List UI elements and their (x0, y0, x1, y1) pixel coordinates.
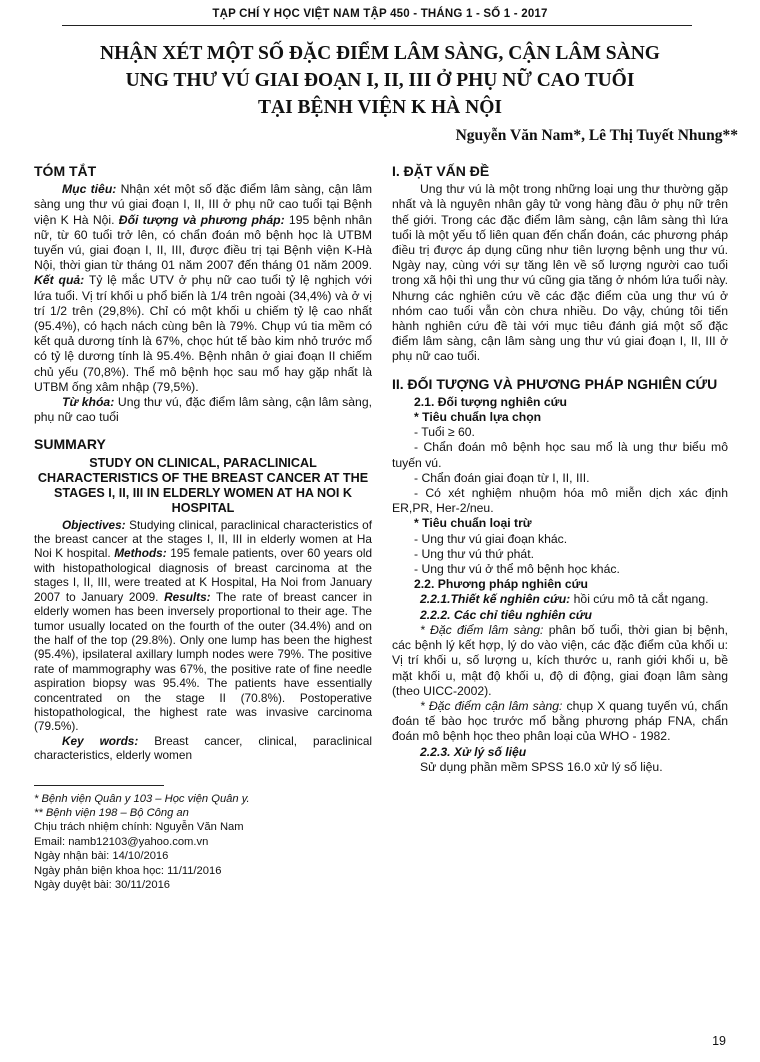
page-number: 19 (712, 1034, 726, 1048)
list-item: - Ung thư vú giai đoạn khác. (414, 531, 568, 546)
data-processing-label: 2.2.3. Xử lý số liệu (420, 744, 527, 759)
inclusion-heading: * Tiêu chuẩn lựa chọn (414, 410, 542, 425)
article-title (40, 40, 720, 121)
right-column (392, 164, 728, 775)
clinical-label: * Đặc điểm lâm sàng: (420, 622, 544, 637)
keywords-vi (34, 395, 372, 425)
date-received: Ngày nhận bài: 14/10/2016 (34, 850, 169, 863)
clinical-paragraph (392, 623, 728, 699)
list-item: - Có xét nghiệm nhuộm hóa mô miễn dịch xác định ER,PR, Her-2/neu. (392, 486, 728, 516)
responsible-author: Chịu trách nhiệm chính: Nguyễn Văn Nam (34, 821, 244, 834)
list-item: - Chẩn đoán giai đoạn từ I, II, III. (414, 470, 590, 485)
header-rule (62, 25, 692, 26)
email: Email: namb12103@yahoo.com.vn (34, 835, 209, 848)
title-line-3: TẠI BỆNH VIỆN K HÀ NỘI (258, 97, 502, 118)
objectives-label: Objectives: (62, 517, 126, 532)
list-item: - Chẩn đoán mô bệnh học sau mổ là ung thư biểu mô tuyến vú. (392, 440, 728, 470)
objective-label: Mục tiêu: (62, 182, 117, 197)
design-text: hồi cứu mô tả cắt ngang. (573, 592, 709, 607)
keywords-en-text: Breast cancer, clinical, paraclinical characteristics, elderly women (34, 733, 373, 763)
data-processing-text: Sử dụng phần mềm SPSS 16.0 xử lý số liệu. (420, 759, 663, 774)
indicators-label: 2.2.2. Các chỉ tiêu nghiên cứu (420, 607, 592, 622)
paraclinical-paragraph (392, 699, 728, 745)
date-approved: Ngày duyệt bài: 30/11/2016 (34, 879, 171, 891)
date-reviewed: Ngày phản biện khoa học: 11/11/2016 (34, 864, 222, 877)
keywords-vi-text: Ung thư vú, đặc điểm lâm sàng, cận lâm sàng, phụ nữ cao tuổi (34, 395, 372, 425)
list-item: - Ung thư vú ở thể mô bệnh học khác. (414, 562, 620, 577)
subsection-2-1: 2.1. Đối tượng nghiên cứu (414, 394, 567, 409)
affiliation-2: ** Bệnh viện 198 – Bộ Công an (34, 806, 189, 819)
methods-en-text: 195 female patients, over 60 years old with histopathological diagnosis of breast carcinoma at the stages I, II, III, were treated at K Hospital, Ha Noi from January 2007 to January 2009. (34, 546, 373, 604)
keywords-en-label: Key words: (62, 733, 139, 748)
methods-en-label: Methods: (114, 546, 167, 561)
paraclinical-text: chụp X quang tuyến vú, chẩn đoán tế bào học trước mổ bằng phương pháp FNA, chẩn đoán mô bệnh học theo phân loại của WHO - 1982. (392, 698, 728, 744)
exclusion-list (392, 532, 728, 578)
results-en-text: The rate of breast cancer in elderly women has been inversely proportional to their age. The tumor usually located on the fourth of the outer (34.4%) and on the half of the top (29.8%). Only one lump has been the highest (95.4%), ipsilateral axillary lumph nodes were 79%. The positive rate of mammography was 67%, the positive rate of fine needle aspiration biopsy was 95.4%. The patients have essentially concentrated on the stage II (70.8%). Postoperative histopathological, the highest rate was invasive carcinoma (79.5%). (34, 589, 373, 734)
clinical-text: phân bố tuổi, thời gian bị bệnh, các bệnh lý kết hợp, lý do vào viện, các đặc điểm của khối u: Vị trí khối u, số lượng u, kích thước u, ranh giới khối u, bề mặt khối u, mật độ khối u, độ di động, giai đoạn lâm sàng (theo UICC-2002). (392, 622, 728, 698)
journal-header: TẠP CHÍ Y HỌC VIỆT NAM TẬP 450 - THÁNG 1 - SỐ 1 - 2017 (212, 8, 548, 20)
title-line-2: UNG THƯ VÚ GIAI ĐOẠN I, II, III Ở PHỤ NỮ CAO TUỔI (125, 70, 635, 91)
subsection-2-2: 2.2. Phương pháp nghiên cứu (414, 577, 588, 592)
list-item: - Tuổi ≥ 60. (414, 425, 475, 440)
intro-text: Ung thư vú là một trong những loại ung thư thường gặp nhất và là nguyên nhân gây tử vong hàng đầu ở phụ nữ trên thế giới. Trong các đặc điểm lâm sàng, cận lâm sàng thì lứa tuổi là một yếu tố liên quan đến chẩn đoán, các phương pháp điều trị được áp dụng cũng như tiên lượng bệnh ung thư vú. Ngày nay, cùng với sự tăng lên về số lượng người cao tuổi trong xã hội thì ung thư vú cũng gia tăng ở nhóm lứa tuổi này. Nhưng các nghiên cứu về các đặc điểm của ung thư vú ở nhóm cao tuổi vẫn còn chưa nhiều. Do vậy, chúng tôi tiến hành nghiên cứu đề tài với mục tiêu đánh giá một số đặc điểm lâm sàng, cận lâm sàng ung thư vú giai đoạn I, II, III ở phụ nữ cao tuổi. (392, 182, 728, 364)
footnote-rule (34, 785, 164, 786)
methods-label: Đối tượng và phương pháp: (118, 212, 285, 227)
left-column (34, 164, 372, 892)
methods-heading: II. ĐỐI TƯỢNG VÀ PHƯƠNG PHÁP NGHIÊN CỨU (392, 375, 718, 392)
abstract-en-text (34, 518, 372, 734)
keywords-en (34, 734, 372, 763)
results-label: Kết quả: (34, 273, 85, 288)
results-en-label: Results: (164, 589, 211, 604)
objective-text: Nhận xét một số đặc điểm lâm sàng, cận lâm sàng ung thư vú giai đoạn I, II, III ở phụ nữ cao tuổi tại Bệnh viện K Hà Nội. (34, 182, 372, 227)
footnotes (34, 792, 372, 893)
summary-title: STUDY ON CLINICAL, PARACLINICAL CHARACTERISTICS OF THE BREAST CANCER AT THE STAGES I, II, III IN ELDERLY WOMEN AT HA NOI K HOSPITAL (37, 455, 369, 515)
methods-text: 195 bệnh nhân nữ, từ 60 tuổi trở lên, có chẩn đoán mô bệnh học là UTBM tuyến vú, giai đoạn I, II, III, được điều trị tại Bệnh viện K-Hà Nội, thời gian từ tháng 01 năm 2007 đến tháng 01 năm 2009. (34, 212, 372, 273)
design-paragraph (392, 592, 728, 607)
paraclinical-label: * Đặc điểm cận lâm sàng: (420, 698, 563, 713)
inclusion-list (392, 425, 728, 516)
abstract-vi-heading: TÓM TẮT (34, 163, 97, 179)
abstract-vi-text (34, 182, 372, 395)
title-line-1: NHẬN XÉT MỘT SỐ ĐẶC ĐIỂM LÂM SÀNG, CẬN LÂM SÀNG (100, 43, 660, 64)
intro-heading: I. ĐẶT VẤN ĐỀ (392, 163, 490, 179)
results-text: Tỷ lệ mắc UTV ở phụ nữ cao tuổi tỷ lệ nghịch với lứa tuổi. Vị trí khối u phổ biến là 1/4 trên ngoài (34,4%) và ở vị trí 1/2 trên (29,8%). Chỉ có một khối u chiếm tỷ lệ cao nhất (95.4%), có hạch nách cùng bên là 79%. Chụp vú tia mềm có kết quả dương tính là 67%, chọc hút tế bào kim nhỏ trước mổ có tỷ lệ dương tính là 95.4%. Bệnh nhân ở giai đoạn II chiếm chủ yếu (70,8%). Thể mô bệnh học sau mổ hay gặp nhất là UTBM ống xâm nhập (79,5%). (34, 273, 372, 394)
summary-heading: SUMMARY (34, 436, 106, 453)
keywords-vi-label: Từ khóa: (62, 395, 115, 410)
list-item: - Ung thư vú thứ phát. (414, 546, 534, 561)
exclusion-heading: * Tiêu chuẩn loại trừ (414, 516, 532, 531)
objectives-text: Studying clinical, paraclinical characteristics of the breast cancer at the stages I, II, III in elderly women at Ha Noi K hospital. (34, 517, 372, 561)
design-label: 2.2.1.Thiết kế nghiên cứu: (420, 592, 571, 607)
authors: Nguyễn Văn Nam*, Lê Thị Tuyết Nhung** (455, 127, 738, 144)
affiliation-1: * Bệnh viện Quân y 103 – Học viện Quân y. (34, 792, 250, 805)
